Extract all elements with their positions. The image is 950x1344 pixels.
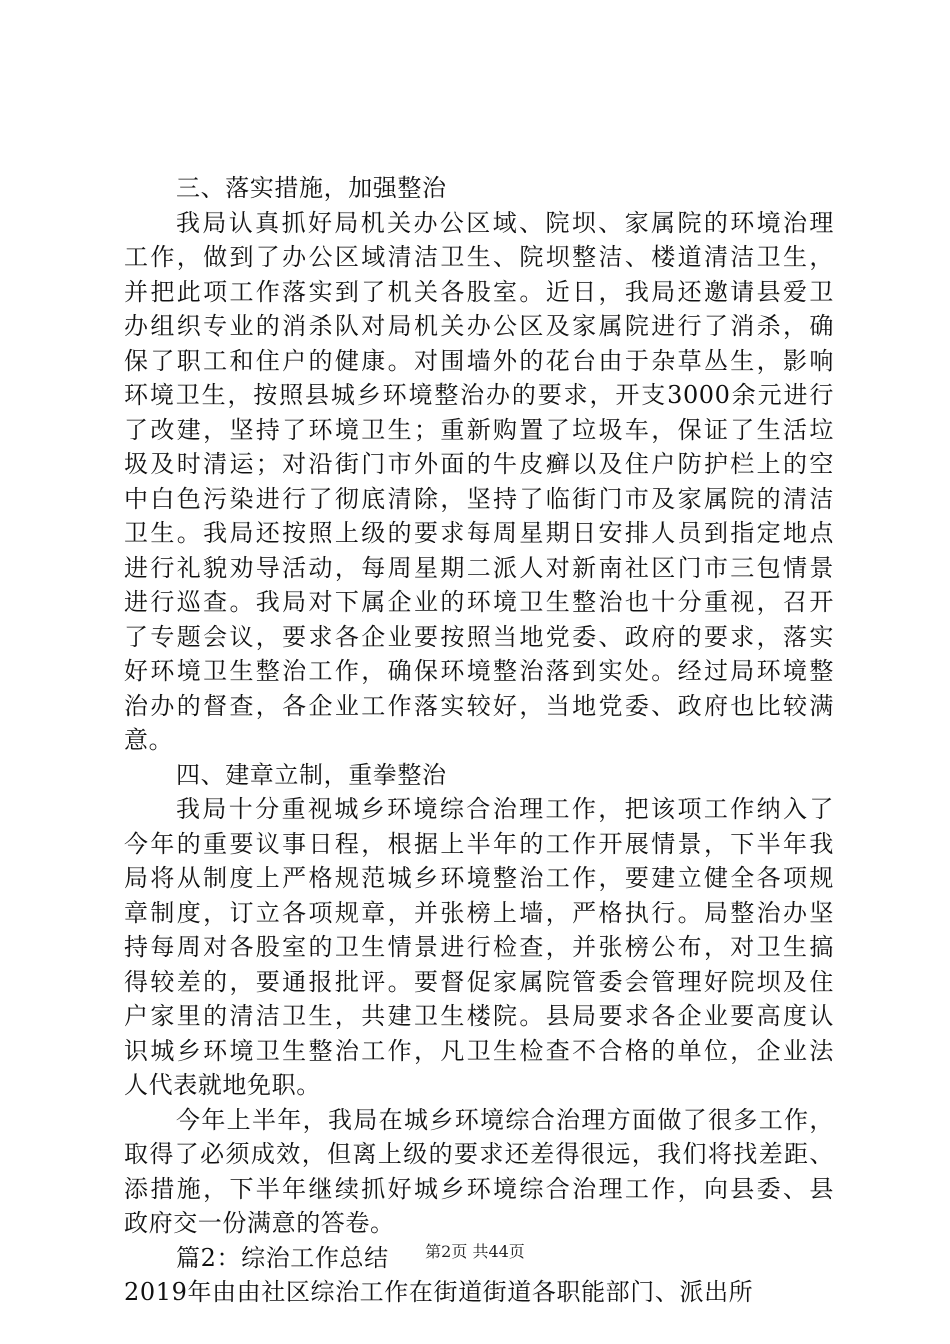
paragraph-line: 中白色污染进行了彻底清除，坚持了临街门市及家属院的清洁 — [124, 484, 834, 513]
paragraph-line: 好环境卫生整治工作，确保环境整治落到实处。经过局环境整 — [124, 657, 834, 685]
document-body — [124, 171, 834, 1310]
paragraph-line: 圾及时清运；对沿街门市外面的牛皮癣以及住户防护栏上的空 — [124, 450, 834, 478]
page-footer: 第2页 共44页 — [425, 1242, 525, 1261]
paragraph-line: 持每周对各股室的卫生情景进行检查，并张榜公布，对卫生搞 — [124, 933, 834, 961]
paragraph-line: 我局认真抓好局机关办公区域、院坝、家属院的环境治理 — [176, 208, 834, 237]
paragraph-line: 工作，做到了办公区域清洁卫生、院坝整洁、楼道清洁卫生， — [124, 243, 834, 271]
paragraph-line: 政府交一份满意的答卷。 — [124, 1209, 395, 1237]
paragraph-line: 了改建，坚持了环境卫生；重新购置了垃圾车，保证了生活垃 — [124, 415, 834, 444]
paragraph-line: 识城乡环境卫生整治工作，凡卫生检查不合格的单位，企业法 — [124, 1036, 834, 1065]
paragraph-line: 我局十分重视城乡环境综合治理工作，把该项工作纳入了 — [176, 795, 834, 823]
paragraph-line: 保了职工和住户的健康。对围墙外的花台由于杂草丛生，影响 — [124, 346, 834, 375]
paragraph-line: 今年上半年，我局在城乡环境综合治理方面做了很多工作， — [176, 1105, 834, 1134]
paragraph-line: 办组织专业的消杀队对局机关办公区及家属院进行了消杀，确 — [124, 312, 834, 340]
paragraph-line: 人代表就地免职。 — [124, 1071, 321, 1099]
section-heading: 篇2：综治工作总结 — [176, 1243, 389, 1272]
paragraph-line: 2019年由由社区综治工作在街道街道各职能部门、派出所 — [124, 1278, 754, 1306]
paragraph-line: 治办的督查，各企业工作落实较好，当地党委、政府也比较满 — [124, 691, 834, 720]
paragraph-line: 章制度，订立各项规章，并张榜上墙，严格执行。局整治办坚 — [124, 898, 834, 927]
paragraph-line: 取得了必须成效，但离上级的要求还差得很远，我们将找差距、 — [124, 1140, 834, 1168]
paragraph-line: 今年的重要议事日程，根据上半年的工作开展情景，下半年我 — [124, 829, 834, 858]
paragraph-line: 得较差的，要通报批评。要督促家属院管委会管理好院坝及住 — [124, 967, 834, 996]
paragraph-line: 进行巡查。我局对下属企业的环境卫生整治也十分重视，召开 — [124, 588, 834, 616]
paragraph-line: 户家里的清洁卫生，共建卫生楼院。县局要求各企业要高度认 — [124, 1002, 834, 1030]
paragraph-line: 添措施，下半年继续抓好城乡环境综合治理工作，向县委、县 — [124, 1174, 834, 1203]
section-heading: 三、落实措施，加强整治 — [176, 174, 447, 202]
paragraph-line: 卫生。我局还按照上级的要求每周星期日安排人员到指定地点 — [124, 519, 834, 547]
paragraph-line: 局将从制度上严格规范城乡环境整治工作，要建立健全各项规 — [124, 864, 834, 892]
paragraph-line: 意。 — [124, 726, 174, 754]
paragraph-line: 了专题会议，要求各企业要按照当地党委、政府的要求，落实 — [124, 622, 834, 651]
paragraph-line: 环境卫生，按照县城乡环境整治办的要求，开支3000余元进行 — [124, 381, 834, 409]
paragraph-line: 进行礼貌劝导活动，每周星期二派人对新南社区门市三包情景 — [124, 553, 834, 582]
section-heading: 四、建章立制，重拳整治 — [176, 760, 447, 789]
paragraph-line: 并把此项工作落实到了机关各股室。近日，我局还邀请县爱卫 — [124, 277, 834, 306]
